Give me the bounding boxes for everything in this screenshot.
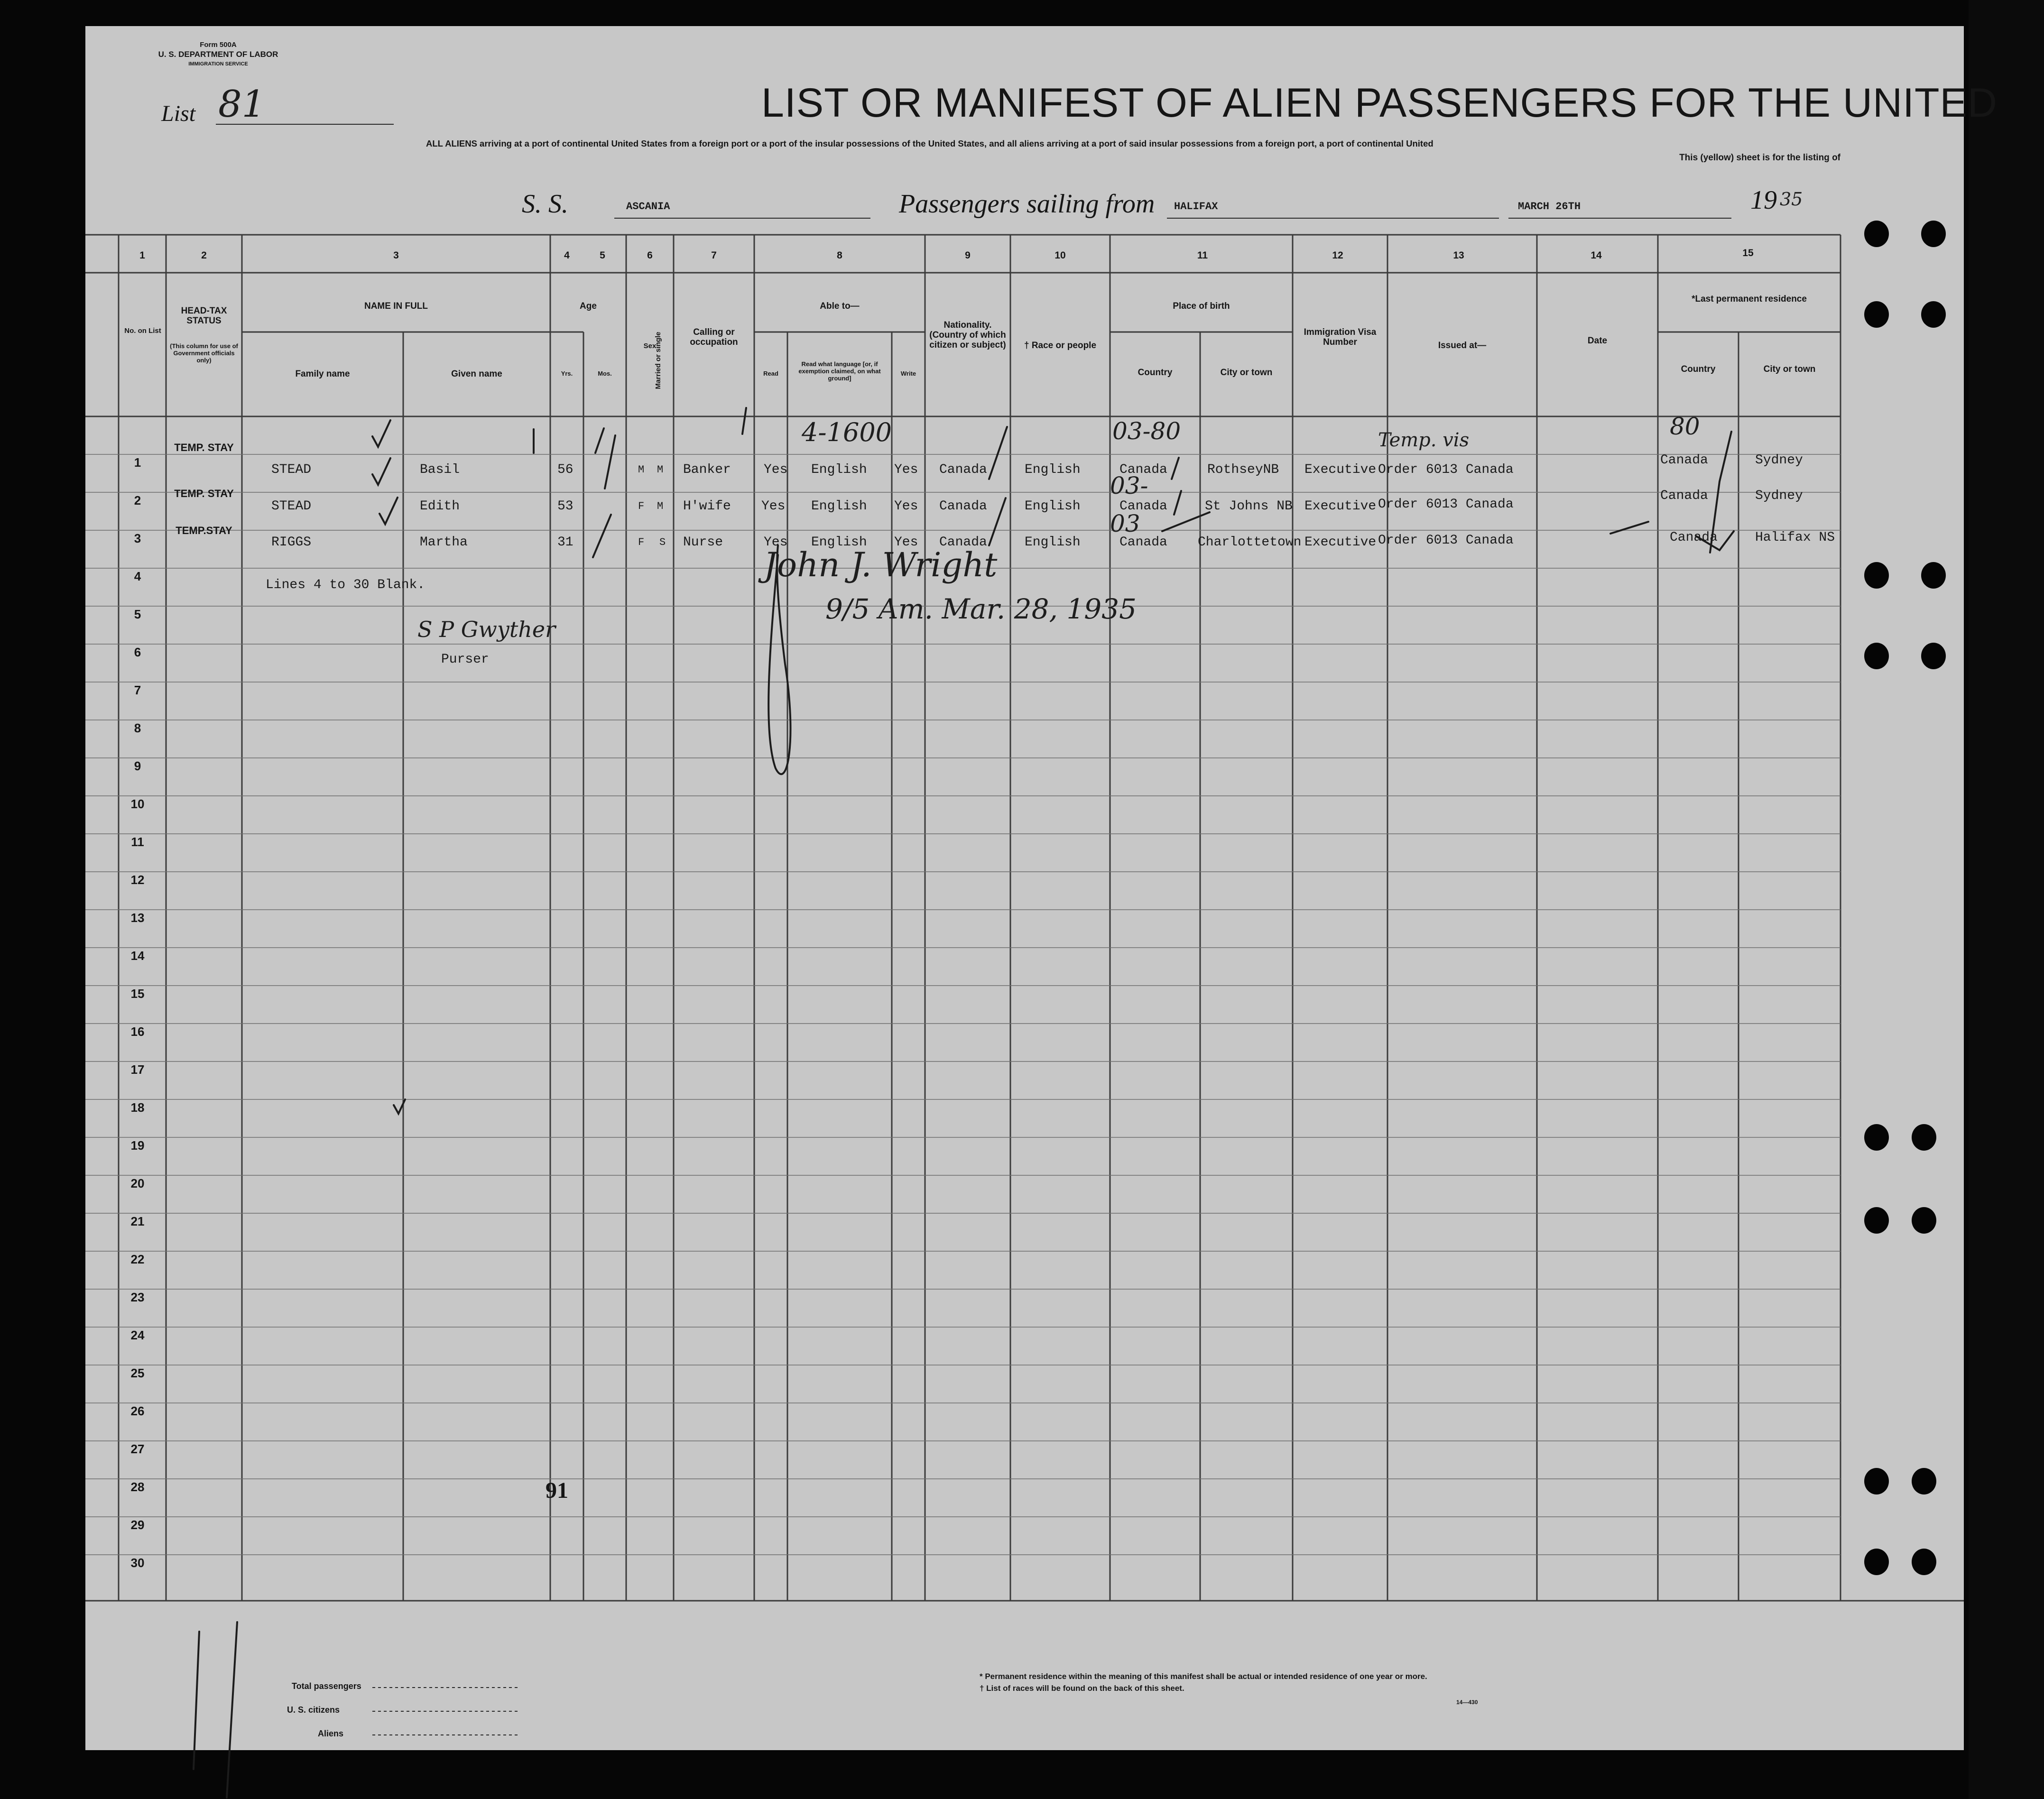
header-age: Age <box>580 301 597 311</box>
header-family-name: Family name <box>295 369 350 379</box>
header-name-in-full: NAME IN FULL <box>364 301 428 311</box>
occupation: Banker <box>683 462 731 477</box>
footer-us-citizens: U. S. citizens <box>287 1705 340 1715</box>
residence-country: Canada <box>1660 489 1708 503</box>
header-race: † Race or people <box>1024 341 1097 351</box>
header-visa: Immigration Visa Number <box>1304 327 1377 347</box>
language: English <box>811 535 867 550</box>
header-write: Write <box>900 370 916 377</box>
col-num: 7 <box>711 250 717 261</box>
row-number: 25 <box>130 1366 145 1380</box>
row-number: 23 <box>130 1290 145 1304</box>
birth-country: Canada <box>1119 462 1167 477</box>
family-name: RIGGS <box>271 535 312 550</box>
visa-number: Executive <box>1304 499 1377 514</box>
handwritten-visa-note: Temp. vis <box>1378 429 1470 451</box>
header-able-to: Able to— <box>820 301 860 311</box>
col-num: 2 <box>201 250 207 261</box>
marital-status: S <box>659 536 666 548</box>
row-number: 27 <box>130 1442 145 1456</box>
row-number: 22 <box>130 1252 145 1266</box>
header-birth-city: City or town <box>1220 368 1273 378</box>
nationality: Canada <box>939 535 987 550</box>
col-num: 5 <box>600 250 605 261</box>
marital-status: M <box>657 464 664 476</box>
row-number: 3 <box>134 531 141 545</box>
can-read: Yes <box>764 535 788 550</box>
birth-city: Charlottetown <box>1198 535 1302 550</box>
form-service: IMMIGRATION SERVICE <box>188 61 248 67</box>
blank-lines-note: Lines 4 to 30 Blank. <box>266 578 425 592</box>
sailing-label: Passengers sailing from <box>899 189 1155 219</box>
row-number: 30 <box>130 1556 145 1570</box>
row-number: 5 <box>134 607 141 621</box>
header-res-country: Country <box>1681 364 1716 374</box>
row-number: 19 <box>130 1138 145 1153</box>
header-last-residence: *Last permanent residence <box>1692 294 1807 304</box>
header-res-city: City or town <box>1763 364 1816 374</box>
row-number: 15 <box>130 987 145 1001</box>
can-read: Yes <box>764 462 788 477</box>
list-number: 81 <box>218 83 266 126</box>
ss-label: S. S. <box>522 189 568 219</box>
col-num: 12 <box>1332 250 1343 261</box>
issued-at: Order 6013 Canada <box>1378 497 1514 512</box>
row-number: 14 <box>130 949 145 963</box>
row-number: 7 <box>134 683 141 697</box>
manifest-title: LIST OR MANIFEST OF ALIEN PASSENGERS FOR THE UNITED <box>761 80 1998 126</box>
header-head-tax-note: (This column for use of Government officials only) <box>170 342 238 364</box>
row-number: 4 <box>134 569 141 583</box>
visa-number: Executive <box>1304 535 1377 550</box>
row-number: 9 <box>134 759 141 773</box>
row-number: 21 <box>130 1214 145 1228</box>
row-number: 11 <box>131 835 144 849</box>
row-number: 29 <box>130 1518 145 1532</box>
visa-number: Executive <box>1304 462 1377 477</box>
handwritten-code: 80 <box>1670 413 1700 440</box>
col-num: 15 <box>1742 248 1754 258</box>
col-num: 6 <box>647 250 653 261</box>
col-num: 3 <box>393 250 399 261</box>
header-nationality: Nationality. (Country of which citizen or subject) <box>929 320 1006 350</box>
year-prefix: 19 <box>1750 185 1777 215</box>
row-number: 28 <box>130 1480 145 1494</box>
header-calling: Calling or occupation <box>690 327 738 347</box>
birth-country: Canada <box>1119 535 1167 550</box>
row-number: 16 <box>130 1024 145 1039</box>
header-yrs: Yrs. <box>561 370 573 377</box>
occupation: Nurse <box>683 535 723 550</box>
ship-name: ASCANIA <box>626 201 670 212</box>
inspector-signature: John J. Wright <box>764 545 998 584</box>
header-married: Married or single <box>654 332 662 389</box>
sailing-date: MARCH 26TH <box>1518 201 1581 212</box>
occupation: H'wife <box>683 499 731 514</box>
row-number: 17 <box>130 1062 145 1077</box>
header-sex: Sex <box>643 342 657 350</box>
nationality: Canada <box>939 499 987 514</box>
row-number: 2 <box>134 493 141 507</box>
header-head-tax: HEAD-TAX STATUS <box>181 306 227 326</box>
col-num: 11 <box>1197 250 1208 261</box>
purser-signature: S P Gwyther <box>417 617 556 642</box>
col-num: 1 <box>139 250 145 261</box>
age-years: 31 <box>557 535 573 550</box>
family-name: STEAD <box>271 499 312 514</box>
race: English <box>1025 499 1081 514</box>
manifest-subtitle: ALL ALIENS arriving at a port of continental United States from a foreign port or a port of the insular possessions of the United States, and all aliens arriving at a port of said insular possessions from a foreign port, a port of continental United <box>426 138 1434 148</box>
head-tax-status: TEMP. STAY <box>174 442 234 453</box>
header-given-name: Given name <box>451 369 502 379</box>
nationality: Canada <box>939 462 987 477</box>
handwritten-code: 4-1600 <box>802 417 892 447</box>
header-issued-at: Issued at— <box>1438 341 1487 351</box>
family-name: STEAD <box>271 462 312 477</box>
issued-at: Order 6013 Canada <box>1378 533 1514 548</box>
handwritten-code: 03- <box>1110 472 1148 499</box>
footer-form-code: 14—430 <box>1456 1699 1478 1706</box>
given-name: Basil <box>420 462 460 477</box>
col-num: 4 <box>564 250 570 261</box>
row-number: 26 <box>130 1404 145 1418</box>
marital-status: M <box>657 500 664 512</box>
col-num: 10 <box>1054 250 1066 261</box>
residence-country: Canada <box>1670 530 1718 545</box>
residence-city: Halifax NS <box>1755 530 1835 545</box>
purser-title: Purser <box>441 652 489 667</box>
race: English <box>1025 535 1081 550</box>
footer-total-passengers: Total passengers <box>292 1681 361 1691</box>
head-tax-status: TEMP.STAY <box>176 525 232 536</box>
row-number: 1 <box>134 455 141 470</box>
page-number: 91 <box>546 1478 568 1503</box>
col-num: 14 <box>1591 250 1602 261</box>
age-years: 53 <box>557 499 573 514</box>
row-number: 12 <box>130 873 145 887</box>
language: English <box>811 499 867 514</box>
inspector-date: 9/5 Am. Mar. 28, 1935 <box>825 593 1137 625</box>
handwritten-code: 03 <box>1110 510 1140 537</box>
col-num: 9 <box>965 250 971 261</box>
form-number: Form 500A <box>200 41 237 49</box>
birth-city: RothseyNB <box>1207 462 1279 477</box>
birth-country: Canada <box>1119 499 1167 514</box>
sex: F <box>638 500 645 512</box>
list-label: List <box>161 101 196 126</box>
port-name: HALIFAX <box>1174 201 1218 212</box>
sex: M <box>638 464 645 476</box>
age-years: 56 <box>557 462 573 477</box>
row-number: 8 <box>134 721 141 735</box>
header-read-language: Read what language [or, if exemption claimed, on what ground] <box>798 360 881 382</box>
header-place-of-birth: Place of birth <box>1173 301 1230 311</box>
birth-city: St Johns NB <box>1205 499 1293 514</box>
can-write: Yes <box>894 535 918 550</box>
residence-city: Sydney <box>1755 489 1803 503</box>
row-number: 13 <box>130 911 145 925</box>
header-read: Read <box>763 370 778 377</box>
header-no-on-list: No. on List <box>124 327 161 335</box>
residence-country: Canada <box>1660 453 1708 468</box>
sex: F <box>638 536 645 548</box>
header-birth-country: Country <box>1138 368 1173 378</box>
residence-city: Sydney <box>1755 453 1803 468</box>
can-write: Yes <box>894 462 918 477</box>
manifest-subtitle-2: This (yellow) sheet is for the listing of <box>1679 153 1841 163</box>
header-mos: Mos. <box>598 370 612 377</box>
handwritten-code: 03-80 <box>1112 417 1181 445</box>
issued-at: Order 6013 Canada <box>1378 462 1514 477</box>
race: English <box>1025 462 1081 477</box>
year-suffix: 35 <box>1780 189 1803 210</box>
header-date: Date <box>1587 336 1608 346</box>
col-num: 13 <box>1453 250 1464 261</box>
row-number: 20 <box>130 1176 145 1190</box>
can-read: Yes <box>761 499 786 514</box>
footer-note-races: † List of races will be found on the back of this sheet. <box>980 1684 1184 1693</box>
row-number: 18 <box>130 1100 145 1115</box>
head-tax-status: TEMP. STAY <box>174 488 234 499</box>
given-name: Martha <box>420 535 468 550</box>
footer-aliens: Aliens <box>318 1729 344 1738</box>
col-num: 8 <box>837 250 842 261</box>
footer-note-residence: * Permanent residence within the meaning of this manifest shall be actual or intended residence of one year or more. <box>980 1672 1427 1681</box>
row-number: 24 <box>130 1328 145 1342</box>
language: English <box>811 462 867 477</box>
row-number: 6 <box>134 645 141 659</box>
given-name: Edith <box>420 499 460 514</box>
can-write: Yes <box>894 499 918 514</box>
form-department: U. S. DEPARTMENT OF LABOR <box>158 50 278 59</box>
row-number: 10 <box>130 797 145 811</box>
